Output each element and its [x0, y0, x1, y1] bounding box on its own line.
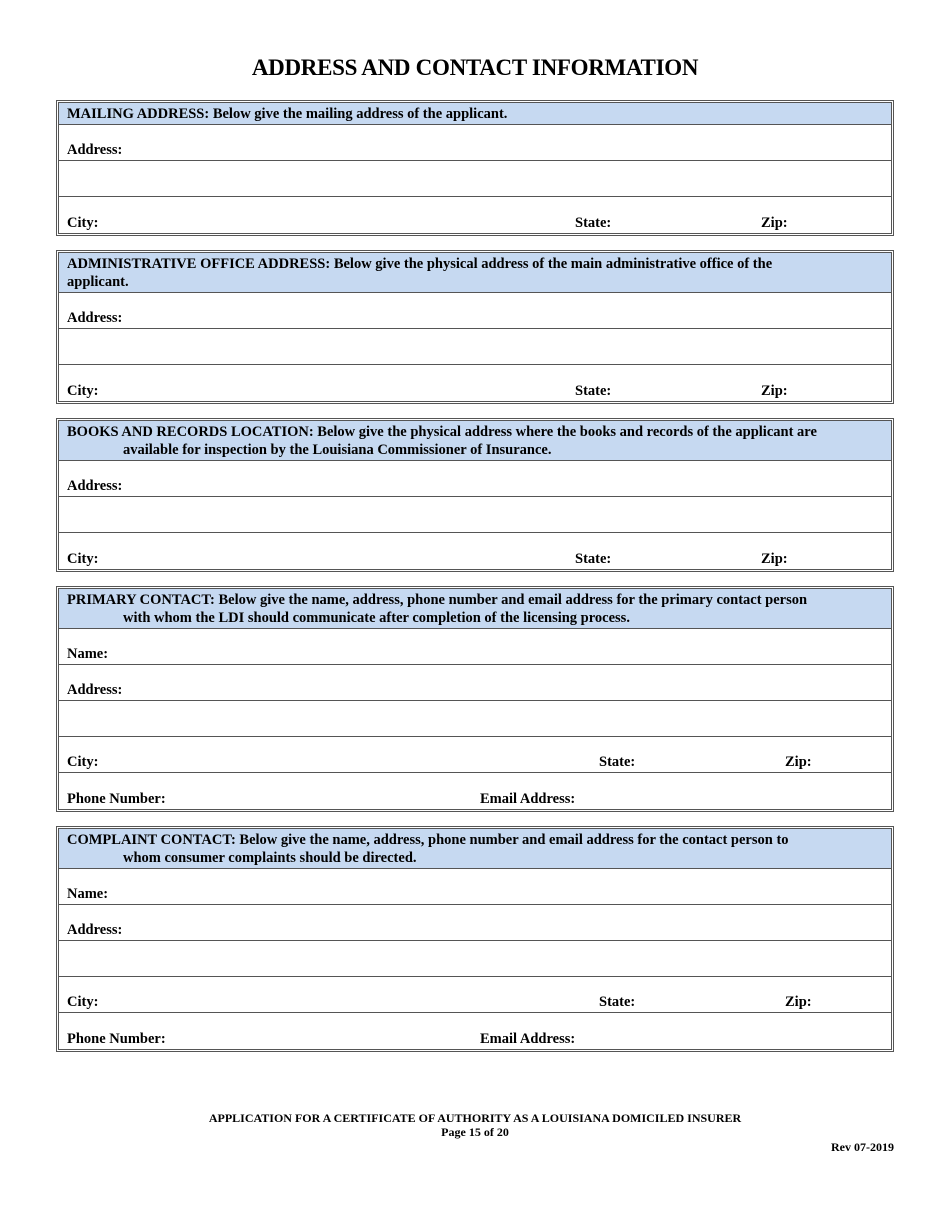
- books-records-header: [59, 421, 891, 461]
- admin-office-section: [56, 250, 894, 404]
- admin-office-header-line1: ADMINISTRATIVE OFFICE ADDRESS: Below give the physical address of the main administrative office of the: [67, 256, 773, 272]
- admin-office-city-state-zip-row[interactable]: [59, 365, 891, 401]
- primary-contact-phone-email-row[interactable]: [59, 773, 891, 809]
- books-records-header-line1: BOOKS AND RECORDS LOCATION: Below give the physical address where the books and records of the applicant are: [67, 424, 817, 440]
- complaint-contact-name-field[interactable]: [59, 869, 891, 905]
- admin-office-header-line2: applicant.: [67, 274, 129, 290]
- complaint-contact-header-line1: COMPLAINT CONTACT: Below give the name, address, phone number and email address for the contact person to: [67, 832, 789, 848]
- footer: [0, 1111, 950, 1139]
- zip-label: Zip:: [761, 215, 788, 231]
- books-records-city-state-zip-row[interactable]: [59, 533, 891, 569]
- primary-contact-address-line2-field[interactable]: [59, 701, 891, 737]
- city-label: City:: [67, 994, 99, 1010]
- complaint-contact-address-line2-field[interactable]: [59, 941, 891, 977]
- books-records-header-line2: available for inspection by the Louisiana Commissioner of Insurance.: [123, 442, 552, 458]
- city-label: City:: [67, 215, 99, 231]
- complaint-contact-city-state-zip-row[interactable]: [59, 977, 891, 1013]
- complaint-contact-phone-email-row[interactable]: [59, 1013, 891, 1049]
- books-records-address-field[interactable]: [59, 461, 891, 497]
- books-records-address-line2-field[interactable]: [59, 497, 891, 533]
- zip-label: Zip:: [785, 994, 812, 1010]
- phone-label: Phone Number:: [67, 1031, 166, 1047]
- state-label: State:: [575, 215, 612, 231]
- admin-office-address-line2-field[interactable]: [59, 329, 891, 365]
- footer-application-title: APPLICATION FOR A CERTIFICATE OF AUTHORITY AS A LOUISIANA DOMICILED INSURER: [208, 1111, 742, 1125]
- primary-contact-name-field[interactable]: [59, 629, 891, 665]
- complaint-contact-header: [59, 829, 891, 869]
- admin-office-header: [59, 253, 891, 293]
- complaint-contact-header-line2: whom consumer complaints should be directed.: [123, 850, 417, 866]
- address-label: Address:: [67, 142, 123, 158]
- books-records-section: [56, 418, 894, 572]
- address-label: Address:: [67, 310, 123, 326]
- mailing-city-state-zip-row[interactable]: [59, 197, 891, 233]
- complaint-contact-address-field[interactable]: [59, 905, 891, 941]
- name-label: Name:: [67, 886, 109, 902]
- state-label: State:: [575, 551, 612, 567]
- admin-office-address-field[interactable]: [59, 293, 891, 329]
- mailing-address-line2-field[interactable]: [59, 161, 891, 197]
- zip-label: Zip:: [761, 383, 788, 399]
- footer-page-number: Page 15 of 20: [441, 1125, 509, 1139]
- primary-contact-header-line2: with whom the LDI should communicate after completion of the licensing process.: [123, 610, 630, 626]
- city-label: City:: [67, 754, 99, 770]
- primary-contact-address-field[interactable]: [59, 665, 891, 701]
- name-label: Name:: [67, 646, 109, 662]
- revision-label: Rev 07-2019: [831, 1140, 894, 1154]
- complaint-contact-section: [56, 826, 894, 1052]
- mailing-address-field[interactable]: [59, 125, 891, 161]
- address-label: Address:: [67, 682, 123, 698]
- zip-label: Zip:: [761, 551, 788, 567]
- email-label: Email Address:: [480, 791, 576, 807]
- primary-contact-section: [56, 586, 894, 812]
- state-label: State:: [599, 994, 636, 1010]
- state-label: State:: [599, 754, 636, 770]
- address-label: Address:: [67, 922, 123, 938]
- state-label: State:: [575, 383, 612, 399]
- primary-contact-header: [59, 589, 891, 629]
- mailing-address-header: MAILING ADDRESS: Below give the mailing address of the applicant.: [59, 103, 891, 125]
- phone-label: Phone Number:: [67, 791, 166, 807]
- address-label: Address:: [67, 478, 123, 494]
- email-label: Email Address:: [480, 1031, 576, 1047]
- zip-label: Zip:: [785, 754, 812, 770]
- page-title: ADDRESS AND CONTACT INFORMATION: [251, 55, 699, 80]
- mailing-address-section: [56, 100, 894, 236]
- city-label: City:: [67, 551, 99, 567]
- primary-contact-header-line1: PRIMARY CONTACT: Below give the name, address, phone number and email address for the primary contact person: [67, 592, 808, 608]
- city-label: City:: [67, 383, 99, 399]
- primary-contact-city-state-zip-row[interactable]: [59, 737, 891, 773]
